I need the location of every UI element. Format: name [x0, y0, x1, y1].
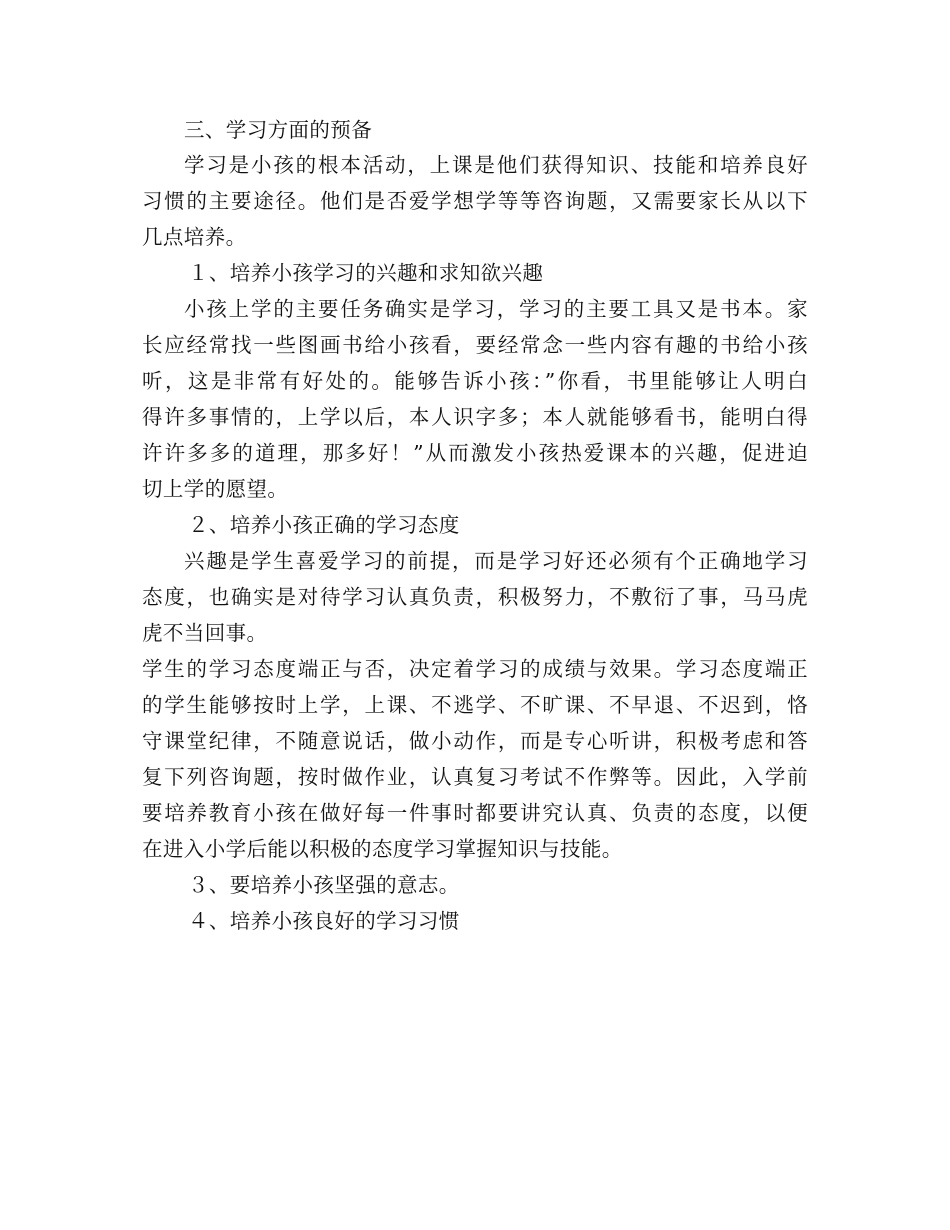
paragraph-line: 听，这是非常有好处的。能够告诉小孩：”你看，书里能够让人明白 — [142, 369, 808, 393]
paragraph-line: 学生的学习态度端正与否，决定着学习的成绩与效果。学习态度端正 — [142, 657, 808, 681]
paragraph-line: 复下列咨询题，按时做作业，认真复习考试不作弊等。因此，入学前 — [142, 765, 808, 789]
paragraph-line: 许许多多的道理，那多好！”从而激发小孩热爱课本的兴趣，促进迫 — [142, 441, 808, 465]
paragraph-line: 虎不当回事。 — [142, 621, 268, 645]
paragraph-line: 小孩上学的主要任务确实是学习，学习的主要工具又是书本。家 — [184, 297, 808, 321]
subheading: ２、培养小孩正确的学习态度 — [188, 513, 460, 537]
paragraph-line: 的学生能够按时上学，上课、不逃学、不旷课、不早退、不迟到，恪 — [142, 693, 808, 717]
paragraph-line: 得许多事情的，上学以后，本人识字多；本人就能够看书，能明白得 — [142, 405, 808, 429]
paragraph-line: 要培养教育小孩在做好每一件事时都要讲究认真、负责的态度，以便 — [142, 801, 808, 825]
subheading: ３、要培养小孩坚强的意志。 — [188, 873, 460, 897]
paragraph-line: 习惯的主要途径。他们是否爱学想学等等咨询题，又需要家长从以下 — [142, 189, 808, 213]
paragraph-line: 态度，也确实是对待学习认真负责，积极努力，不敷衍了事，马马虎 — [142, 585, 808, 609]
section-heading: 三、学习方面的预备 — [184, 118, 373, 142]
paragraph-line: 几点培养。 — [142, 225, 247, 249]
paragraph-line: 兴趣是学生喜爱学习的前提，而是学习好还必须有个正确地学习 — [184, 549, 808, 573]
subheading: １、培养小孩学习的兴趣和求知欲兴趣 — [188, 261, 544, 285]
paragraph-line: 学习是小孩的根本活动，上课是他们获得知识、技能和培养良好 — [184, 153, 808, 177]
paragraph-line: 长应经常找一些图画书给小孩看，要经常念一些内容有趣的书给小孩 — [142, 333, 808, 357]
paragraph-line: 切上学的愿望。 — [142, 477, 289, 501]
subheading: ４、培养小孩良好的学习习惯 — [188, 909, 460, 933]
paragraph-line: 在进入小学后能以积极的态度学习掌握知识与技能。 — [142, 837, 623, 861]
paragraph-line: 守课堂纪律，不随意说话，做小动作，而是专心听讲，积极考虑和答 — [142, 729, 808, 753]
